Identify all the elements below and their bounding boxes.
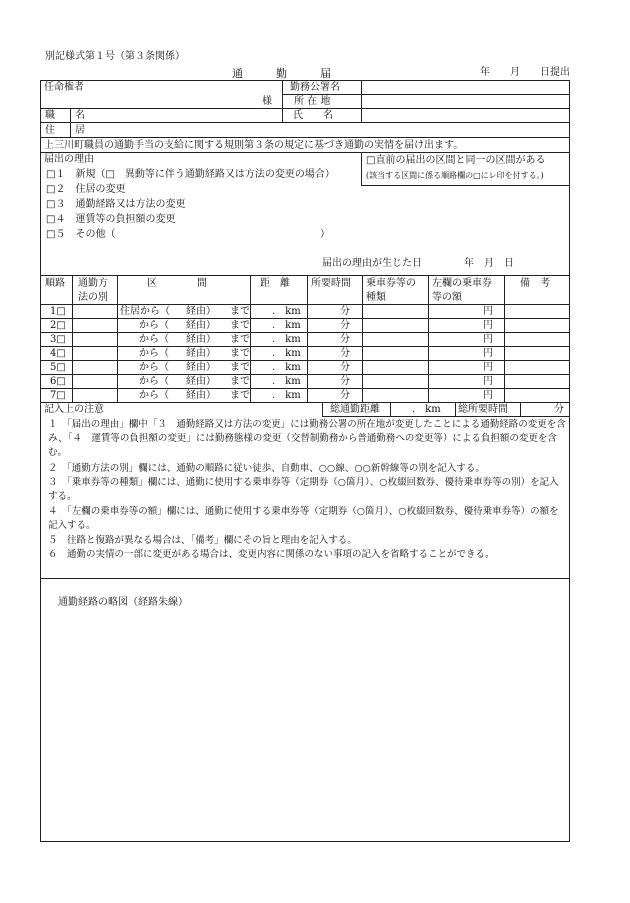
col-method-2: 法の別 (78, 292, 108, 303)
row-fare: 円 (483, 334, 493, 345)
row-to: まで (230, 306, 250, 317)
row-order[interactable]: 5□ (50, 362, 66, 373)
row-order[interactable]: 2□ (50, 320, 66, 331)
reason-item-4[interactable]: □４ 運賃等の負担額の変更 (46, 214, 176, 225)
name-label: 氏 名 (293, 110, 333, 121)
row-from: から（ (139, 362, 169, 373)
row-dist: . km (272, 390, 301, 401)
form-title: 通 勤 届 (232, 67, 331, 80)
row-dist: . km (272, 376, 301, 387)
row-time: 分 (340, 348, 350, 359)
reason-item-2[interactable]: □２ 住居の変更 (46, 184, 126, 195)
row-via: 経由） (186, 320, 216, 331)
row-fare: 円 (483, 320, 493, 331)
col-fare-2: 等の額 (432, 292, 462, 303)
col-order: 順路 (45, 278, 65, 289)
reason-item-1[interactable]: □１ 新規（□ 異動等に伴う通勤経路又は方法の変更の場合） (46, 169, 335, 180)
row-to: まで (230, 320, 250, 331)
col-fare-1: 左欄の乗車券 (432, 278, 492, 289)
note-6: ６ 通勤の実情の一部に変更がある場合は、変更内容に関係のない事項の記入を省略することができる。 (48, 549, 495, 560)
row-fare: 円 (483, 376, 493, 387)
route-map-label: 通勤経路の略図（経路朱線） (58, 597, 188, 608)
notes-heading: 記入上の注意 (44, 404, 104, 415)
row-via: 経由） (186, 390, 216, 401)
route-map-area[interactable] (41, 612, 569, 840)
prev-same-section[interactable]: □直前の届出の区間と同一の区間がある (366, 155, 546, 166)
row-fare: 円 (483, 348, 493, 359)
row-to: まで (230, 362, 250, 373)
row-dist: . km (272, 362, 301, 373)
total-time-value: 分 (554, 404, 564, 415)
note-5: ５ 往路と復路が異なる場合は、「備考」欄にその旨と理由を記入する。 (48, 535, 357, 546)
row-order[interactable]: 3□ (50, 334, 66, 345)
reasons-heading: 届出の理由 (44, 154, 94, 165)
total-distance-label: 総通勤距離 (330, 404, 380, 415)
row-fare: 円 (483, 362, 493, 373)
row-from: から（ (139, 390, 169, 401)
office-label: 勤務公署名 (290, 82, 340, 93)
reason-date-value[interactable]: 年 月 日 (464, 258, 514, 269)
prev-same-section-sub: (該当する区間に係る順路欄の□にレ印を付する。) (366, 171, 544, 180)
row-from: から（ (139, 334, 169, 345)
note-1: １ 「届出の理由」欄中「３ 通勤経路又は方法の変更」には勤務公署の所在地が変更したことによる通勤経路の変更を含み、「４ 運賃等の負担額の変更」には勤務態様の変更（交替制勤務から普通勤務への変更等）による負担額の変更を含む。 (48, 419, 566, 458)
row-order[interactable]: 7□ (50, 390, 66, 401)
row-time: 分 (340, 306, 350, 317)
row-dist: . km (272, 348, 301, 359)
row-from: から（ (139, 376, 169, 387)
form-id: 別記様式第１号（第３条関係） (45, 51, 185, 62)
note-4: ４ 「左欄の乗車券等の額」欄には、通勤に使用する乗車券等（定期券（○箇月）、○枚綴回数券、優待乗車券等）の額を記入する。 (48, 506, 559, 531)
col-method-1: 通勤方 (78, 278, 108, 289)
row-to: まで (230, 348, 250, 359)
col-remarks: 備 考 (520, 278, 550, 289)
col-section: 区 間 (147, 278, 207, 289)
row-time: 分 (340, 390, 350, 401)
row-via: 経由） (186, 348, 216, 359)
row-time: 分 (340, 334, 350, 345)
row-dist: . km (272, 320, 301, 331)
note-2: ２ 「通勤方法の別」欄には、通勤の順路に従い徒歩、自動車、○○線、○○新幹線等の別を記入する。 (48, 463, 485, 474)
reason-item-3[interactable]: □３ 通勤経路又は方法の変更 (46, 199, 186, 210)
submit-date[interactable]: 年 月 日提出 (480, 67, 570, 78)
row-order[interactable]: 6□ (50, 376, 66, 387)
reason-other-close: ） (320, 229, 330, 240)
position-label: 職 名 (45, 110, 85, 121)
row-dist: . km (272, 334, 301, 345)
col-time: 所要時間 (311, 278, 351, 289)
row-to: まで (230, 376, 250, 387)
row-fare: 円 (483, 390, 493, 401)
appointer-label: 任命権者 (44, 82, 84, 93)
row-time: 分 (340, 362, 350, 373)
row-from: から（ (139, 320, 169, 331)
row-via: 経由） (186, 306, 216, 317)
row-from: 住居から（ (120, 306, 170, 317)
row-dist: . km (272, 306, 301, 317)
col-distance: 距 離 (260, 278, 290, 289)
row-to: まで (230, 390, 250, 401)
reason-item-5[interactable]: □５ その他（ (46, 229, 116, 240)
location-label: 所 在 地 (294, 96, 331, 107)
note-3: ３ 「乗車券等の種類」欄には、通勤に使用する乗車券等（定期券（○箇月）、○枚綴回数券、優待乗車券等の別）を記入する。 (48, 477, 559, 502)
row-via: 経由） (186, 362, 216, 373)
row-to: まで (230, 334, 250, 345)
row-from: から（ (139, 348, 169, 359)
row-order[interactable]: 4□ (50, 348, 66, 359)
row-via: 経由） (186, 376, 216, 387)
col-ticket-1: 乗車券等の (366, 278, 416, 289)
address-label: 住 居 (45, 125, 85, 136)
row-time: 分 (340, 376, 350, 387)
col-ticket-2: 種類 (366, 292, 386, 303)
declaration-text: 上三川町職員の通勤手当の支給に関する規則第３条の規定に基づき通勤の実情を届け出ます。 (44, 140, 464, 151)
appointer-sama: 様 (262, 96, 272, 107)
row-fare: 円 (483, 306, 493, 317)
total-time-label: 総所要時間 (458, 404, 508, 415)
row-time: 分 (340, 320, 350, 331)
row-order[interactable]: 1□ (50, 306, 66, 317)
reason-date-label: 届出の理由が生じた日 (322, 258, 422, 269)
total-distance-value: . km (412, 404, 441, 415)
row-via: 経由） (186, 334, 216, 345)
